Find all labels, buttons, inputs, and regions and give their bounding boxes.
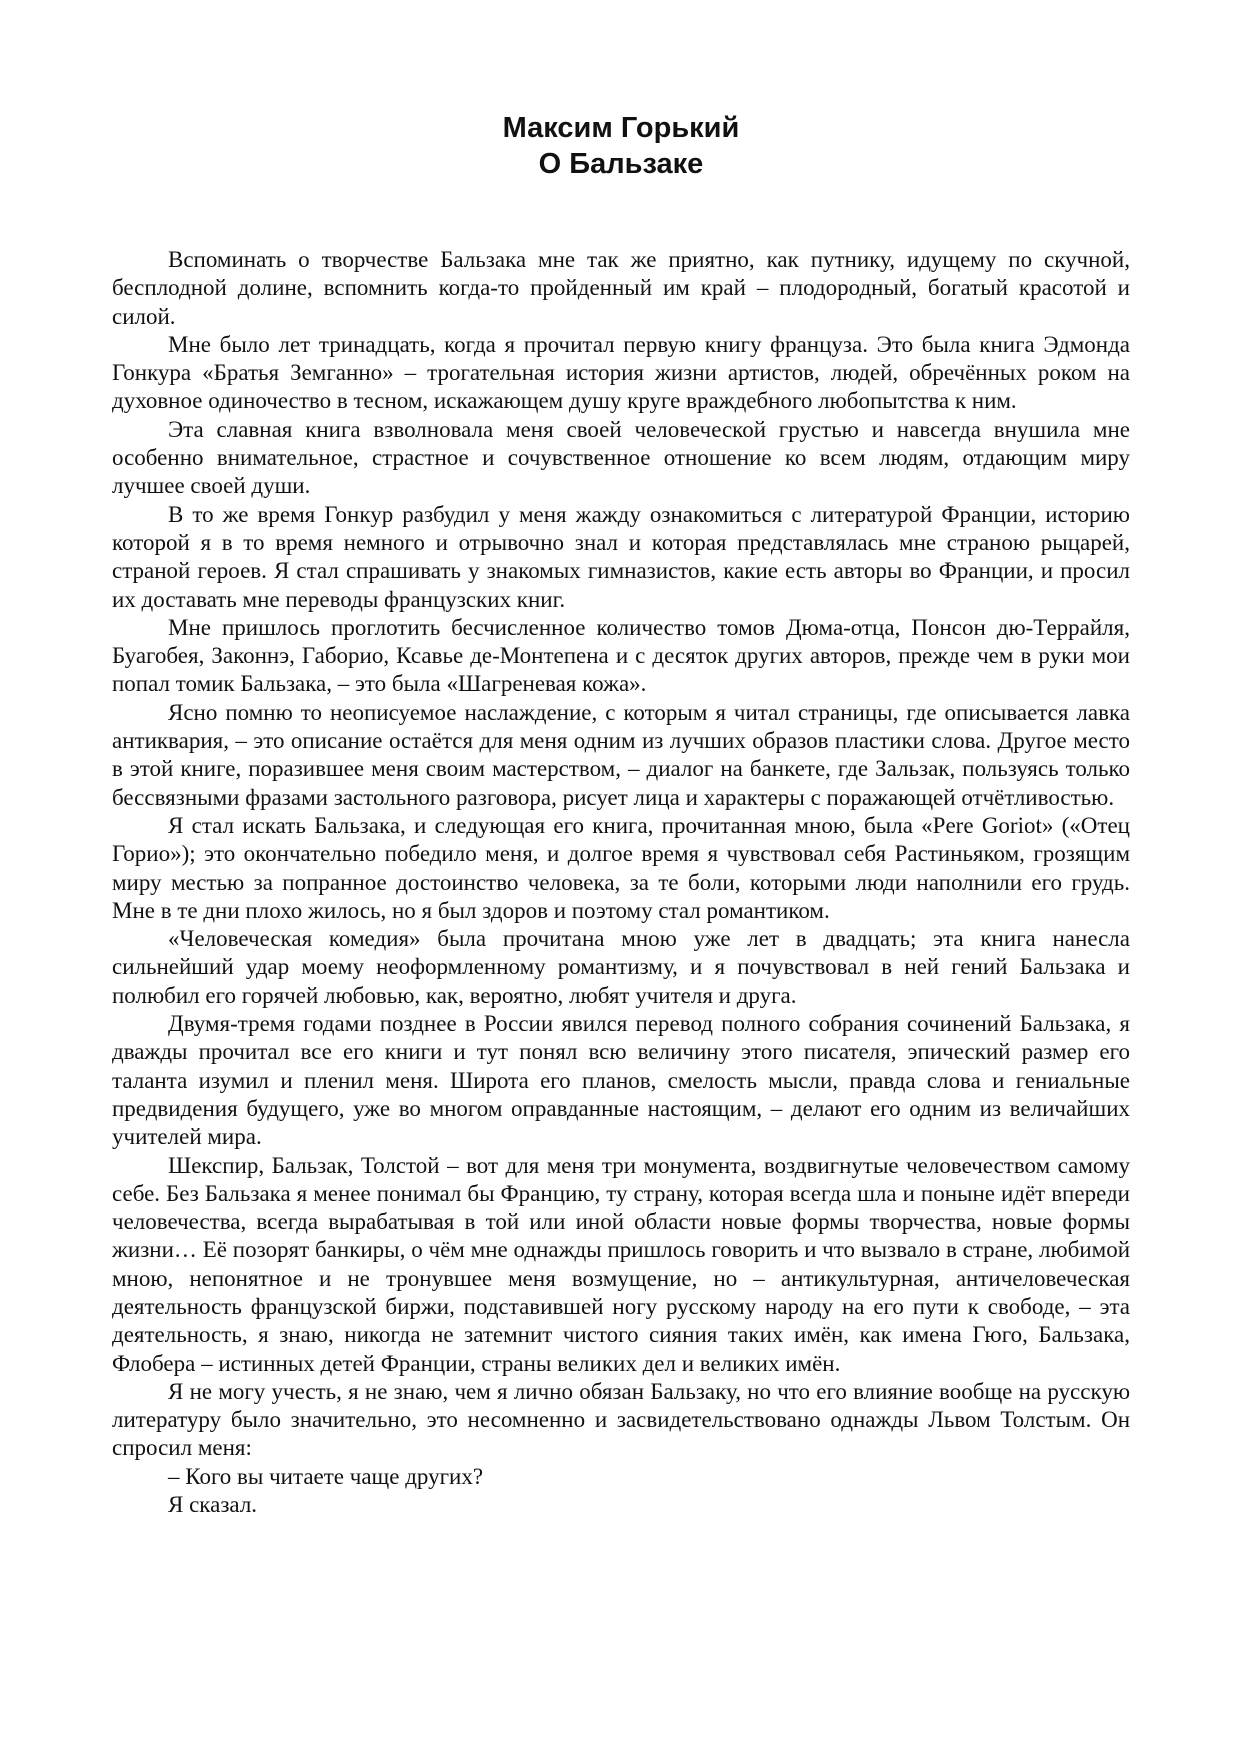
paragraph: «Человеческая комедия» была прочитана мною уже лет в двадцать; эта книга нанесла сильнейший удар моему неоформленному романтизму, и я почувствовал в ней гений Бальзака и полюбил его горячей любовью, как, вероятно, любят учителя и друга.	[112, 926, 1130, 1008]
paragraph: Я стал искать Бальзака, и следующая его книга, прочитанная мною, была «Pere Goriot» («Отец Горио»); это окончательно победило меня, и долгое время я чувствовал себя Растиньяком, грозящим миру местью за попранное достоинство человека, за те боли, которыми люди наполнили его грудь. Мне в те дни плохо жилось, но я был здоров и поэтому стал романтиком.	[112, 812, 1130, 923]
paragraph: Я не могу учесть, я не знаю, чем я лично обязан Бальзаку, но что его влияние вообще на русскую литературу было значительно, это несомненно и засвидетельствовано однажды Львом Толстым. Он спросил меня:	[112, 1378, 1130, 1461]
paragraph: В то же время Гонкур разбудил у меня жажду ознакомиться с литературой Франции, историю которой я в то время немного и отрывочно знал и которая представлялась мне страною рыцарей, страной героев. Я стал спрашивать у знакомых гимназистов, какие есть авторы во Франции, и просил их доставать мне переводы французских книг.	[112, 501, 1130, 612]
title-block	[0, 110, 1242, 182]
paragraph: Двумя-тремя годами позднее в России явился перевод полного собрания сочинений Бальзака, я дважды прочитал все его книги и тут понял всю величину этого писателя, эпический размер его таланта изумил и пленил меня. Широта его планов, смелость мысли, правда слова и гениальные предвидения будущего, уже во многом оправданные настоящим, – делают его одним из величайших учителей мира.	[112, 1011, 1130, 1150]
page-title: О Бальзаке	[538, 148, 704, 180]
dialogue-line: Я сказал.	[168, 1492, 258, 1518]
author-name: Максим Горький	[502, 112, 740, 144]
dialogue-line: – Кого вы читаете чаще других?	[168, 1463, 484, 1489]
paragraph: Шекспир, Бальзак, Толстой – вот для меня три монумента, воздвигнутые человечеством самому себе. Без Бальзака я менее понимал бы Францию, ту страну, которая всегда шла и поныне идёт впереди человечества, всегда вырабатывая в той или иной области новые формы творчества, новые формы жизни… Её позорят банкиры, о чём мне однажды пришлось говорить и что вызвало в стране, любимой мною, непонятное и не тронувшее меня возмущение, но – антикультурная, античеловеческая деятельность французской биржи, подставившей ногу русскому народу на его пути к свободе, – эта деятельность, я знаю, никогда не затемнит чистого сияния таких имён, как имена Гюго, Бальзака, Флобера – истинных детей Франции, страны великих дел и великих имён.	[112, 1152, 1130, 1376]
paragraph: Ясно помню то неописуемое наслаждение, с которым я читал страницы, где описывается лавка антиквария, – это описание остаётся для меня одним из лучших образов пластики слова. Другое место в этой книге, поразившее меня своим мастерством, – диалог на банкете, где Зальзак, пользуясь только бессвязными фразами застольного разговора, рисует лица и характеры с поражающей отчётливостью.	[112, 699, 1130, 810]
paragraph: Вспоминать о творчестве Бальзака мне так же приятно, как путнику, идущему по скучной, бесплодной долине, вспомнить когда-то пройденный им край – плодородный, богатый красотой и силой.	[112, 247, 1130, 329]
paragraph: Мне было лет тринадцать, когда я прочитал первую книгу француза. Это была книга Эдмонда Гонкура «Братья Земганно» – трогательная история жизни артистов, людей, обречённых роком на духовное одиночество в тесном, искажающем душу круге враждебного любопытства к ним.	[112, 331, 1130, 414]
paragraph: Эта славная книга взволновала меня своей человеческой грустью и навсегда внушила мне особенно внимательное, страстное и сочувственное отношение ко всем людям, отдающим миру лучшее своей души.	[112, 416, 1130, 499]
article-body	[112, 246, 1130, 1519]
paragraph: Мне пришлось проглотить бесчисленное количество томов Дюма-отца, Понсон дю-Террайля, Буагобея, Законнэ, Габорио, Ксавье де-Монтепена и с десяток других авторов, прежде чем в руки мои попал томик Бальзака, – это была «Шагреневая кожа».	[112, 614, 1130, 697]
